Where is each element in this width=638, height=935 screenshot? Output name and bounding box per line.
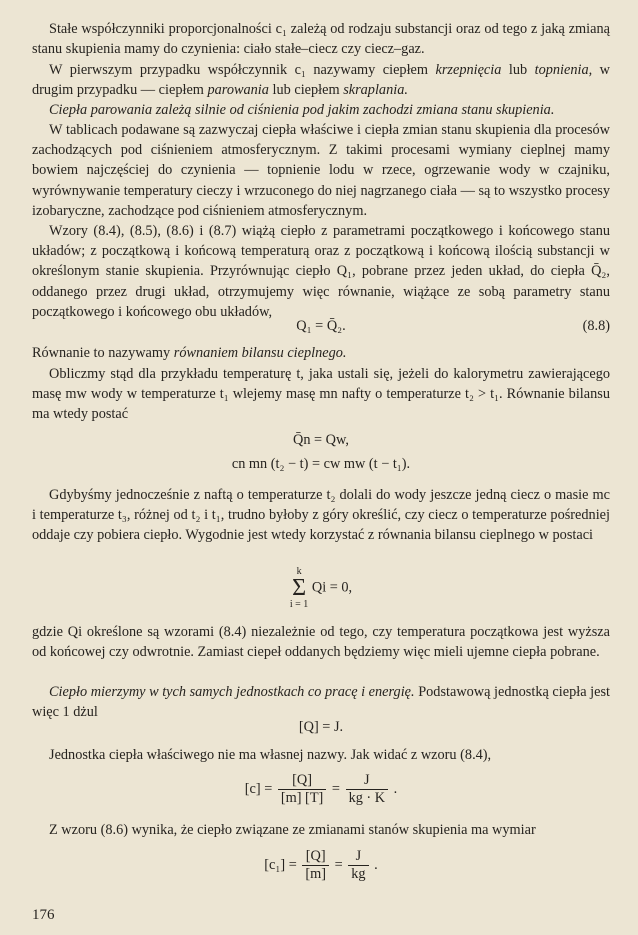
equation-latent-heat-unit (32, 848, 610, 883)
fraction-numerator: J (348, 848, 368, 866)
paragraph-1: Stałe współczynniki proporcjonalności c₁ zależą od rodzaju substancji oraz od tego z jaką zmianą stanu skupienia mamy do czynienia: ciało stałe–ciecz czy ciecz–gaz. (32, 21, 610, 58)
p2-text-b: lub (501, 62, 535, 78)
paragraph-12: Z wzoru (8.6) wynika, że ciepło związane ze zmianami stanów skupienia ma wymiar (49, 822, 536, 838)
term-parowania: parowania (207, 82, 269, 99)
period: . (393, 780, 398, 797)
page-number: 176 (32, 907, 55, 923)
fraction-j-over-kg (348, 848, 368, 883)
paragraph-8: Gdybyśmy jednocześnie z naftą o temperaturze t₂ dolali do wody jeszcze jedną ciecz o masie mc i temperaturze t₃, różnej od t₂ i t₁, trudno byłoby z góry określić, czy ciecz o temperaturze pośredniej oddaje czy pobiera ciepło. Wygodnie jest wtedy korzystać z równania bilansu cieplnego w postaci (32, 487, 610, 544)
c-lhs: [c] = (244, 780, 273, 797)
term-topnienia: topnienia, (534, 62, 593, 78)
paragraph-5: Wzory (8.4), (8.5), (8.6) i (8.7) wiążą ciepło z parametrami początkowego i końcowego stanu układów; z początkową i końcową temperaturą oraz z początkową i końcową ilością substancji w określonym stanie skupienia. Przyrównując ciepło Q₁, pobrane przez jeden układ, do ciepła Q̄₂, oddanego przez drugi układ, otrzymujemy więc równanie, wiążące ze sobą parametry stanu początkowego i końcowego obu układów, (32, 223, 610, 320)
fraction-q-over-mt (278, 772, 326, 807)
p10-text: Podstawową jednostką ciepła jest więc 1 dżul (32, 684, 610, 721)
fraction-q-over-m (302, 848, 329, 883)
sum-body: Qi = 0, (311, 579, 353, 596)
equals-sign: = (334, 856, 343, 873)
sum-operator (290, 566, 308, 610)
equation-balance-2: cn mn (t₂ − t) = cw mw (t − t₁). (231, 456, 411, 472)
term-rownanie-bilansu: równaniem bilansu cieplnego. (173, 345, 347, 361)
paragraph-11: Jednostka ciepła właściwego nie ma własnej nazwy. Jak widać z wzoru (8.4), (49, 747, 492, 763)
paragraph-3: Ciepła parowania zależą silnie od ciśnienia pod jakim zachodzi zmiana stanu skupienia. (49, 102, 555, 118)
equation-joule: [Q] = J. (298, 719, 344, 735)
period: . (374, 856, 378, 873)
fraction-numerator: [Q] (278, 772, 326, 790)
p2-text-a: W pierwszym przypadku współczynnik c₁ nazywamy ciepłem (49, 62, 436, 78)
sum-upper-limit: k (296, 566, 302, 577)
equation-specific-heat-unit (32, 772, 610, 807)
term-krzepniecia: krzepnięcia (435, 62, 502, 78)
fraction-denominator: [m] (305, 866, 327, 882)
equation-8-8-body: Q₁ = Q̄₂. (296, 318, 346, 334)
equation-sum (32, 566, 610, 610)
fraction-numerator: J (346, 772, 389, 790)
paragraph-9: gdzie Qi określone są wzorami (8.4) niezależnie od tego, czy temperatura początkowa jest wyższa od końcowej czy odwrotnie. Zamiast ciepeł oddanych będziemy więc mieli ujemne ciepła pobrane. (32, 624, 610, 661)
fraction-denominator: [m] [T] (280, 790, 324, 806)
fraction-denominator: kg (351, 866, 366, 882)
equals-sign: = (331, 780, 340, 797)
equation-number-8-8: (8.8) (582, 318, 610, 334)
paragraph-2 (32, 60, 610, 100)
p6-text: Równanie to nazywamy (32, 345, 174, 361)
paragraph-6 (32, 343, 610, 363)
c1-lhs: [c₁] = (264, 856, 297, 873)
fraction-numerator: [Q] (302, 848, 329, 866)
paragraph-4: W tablicach podawane są zazwyczaj ciepła właściwe i ciepła zmian stanu skupienia dla procesów zachodzących pod ciśnieniem atmosferycznym. Z takimi procesami wymiany cieplnej mamy bowiem najczęściej do czynienia — topnienie lodu w rzece, ogrzewanie wody w czajniku, wyrównywanie temperatury cieczy i wrzuconego do niej nagrzanego ciała — są to wszystko procesy izobaryczne, zachodzące pod ciśnieniem atmosferycznym. (32, 122, 610, 219)
term-skraplania: skraplania. (343, 82, 408, 99)
p2-text-d: lub ciepłem (268, 82, 344, 99)
p2-text-c: w drugim przypadku — ciepłem (32, 62, 610, 99)
equation-8-8 (32, 316, 610, 336)
equation-balance-1: Q̄n = Qw, (293, 432, 349, 448)
fraction-j-over-kgk (346, 772, 389, 807)
paragraph-7: Obliczmy stąd dla przykładu temperaturę t, jaka ustali się, jeżeli do kalorymetru zawierającego masę mw wody w temperaturze t₁ wlejemy masę mn nafty o temperaturze t₂ > t₁. Równanie bilansu ma wtedy postać (32, 366, 610, 423)
sigma-symbol: Σ (292, 575, 307, 601)
fraction-denominator: kg · K (348, 790, 386, 806)
sum-lower-limit: i = 1 (289, 599, 309, 610)
p10-italic: Ciepło mierzymy w tych samych jednostkach co pracę i energię. (49, 684, 415, 700)
